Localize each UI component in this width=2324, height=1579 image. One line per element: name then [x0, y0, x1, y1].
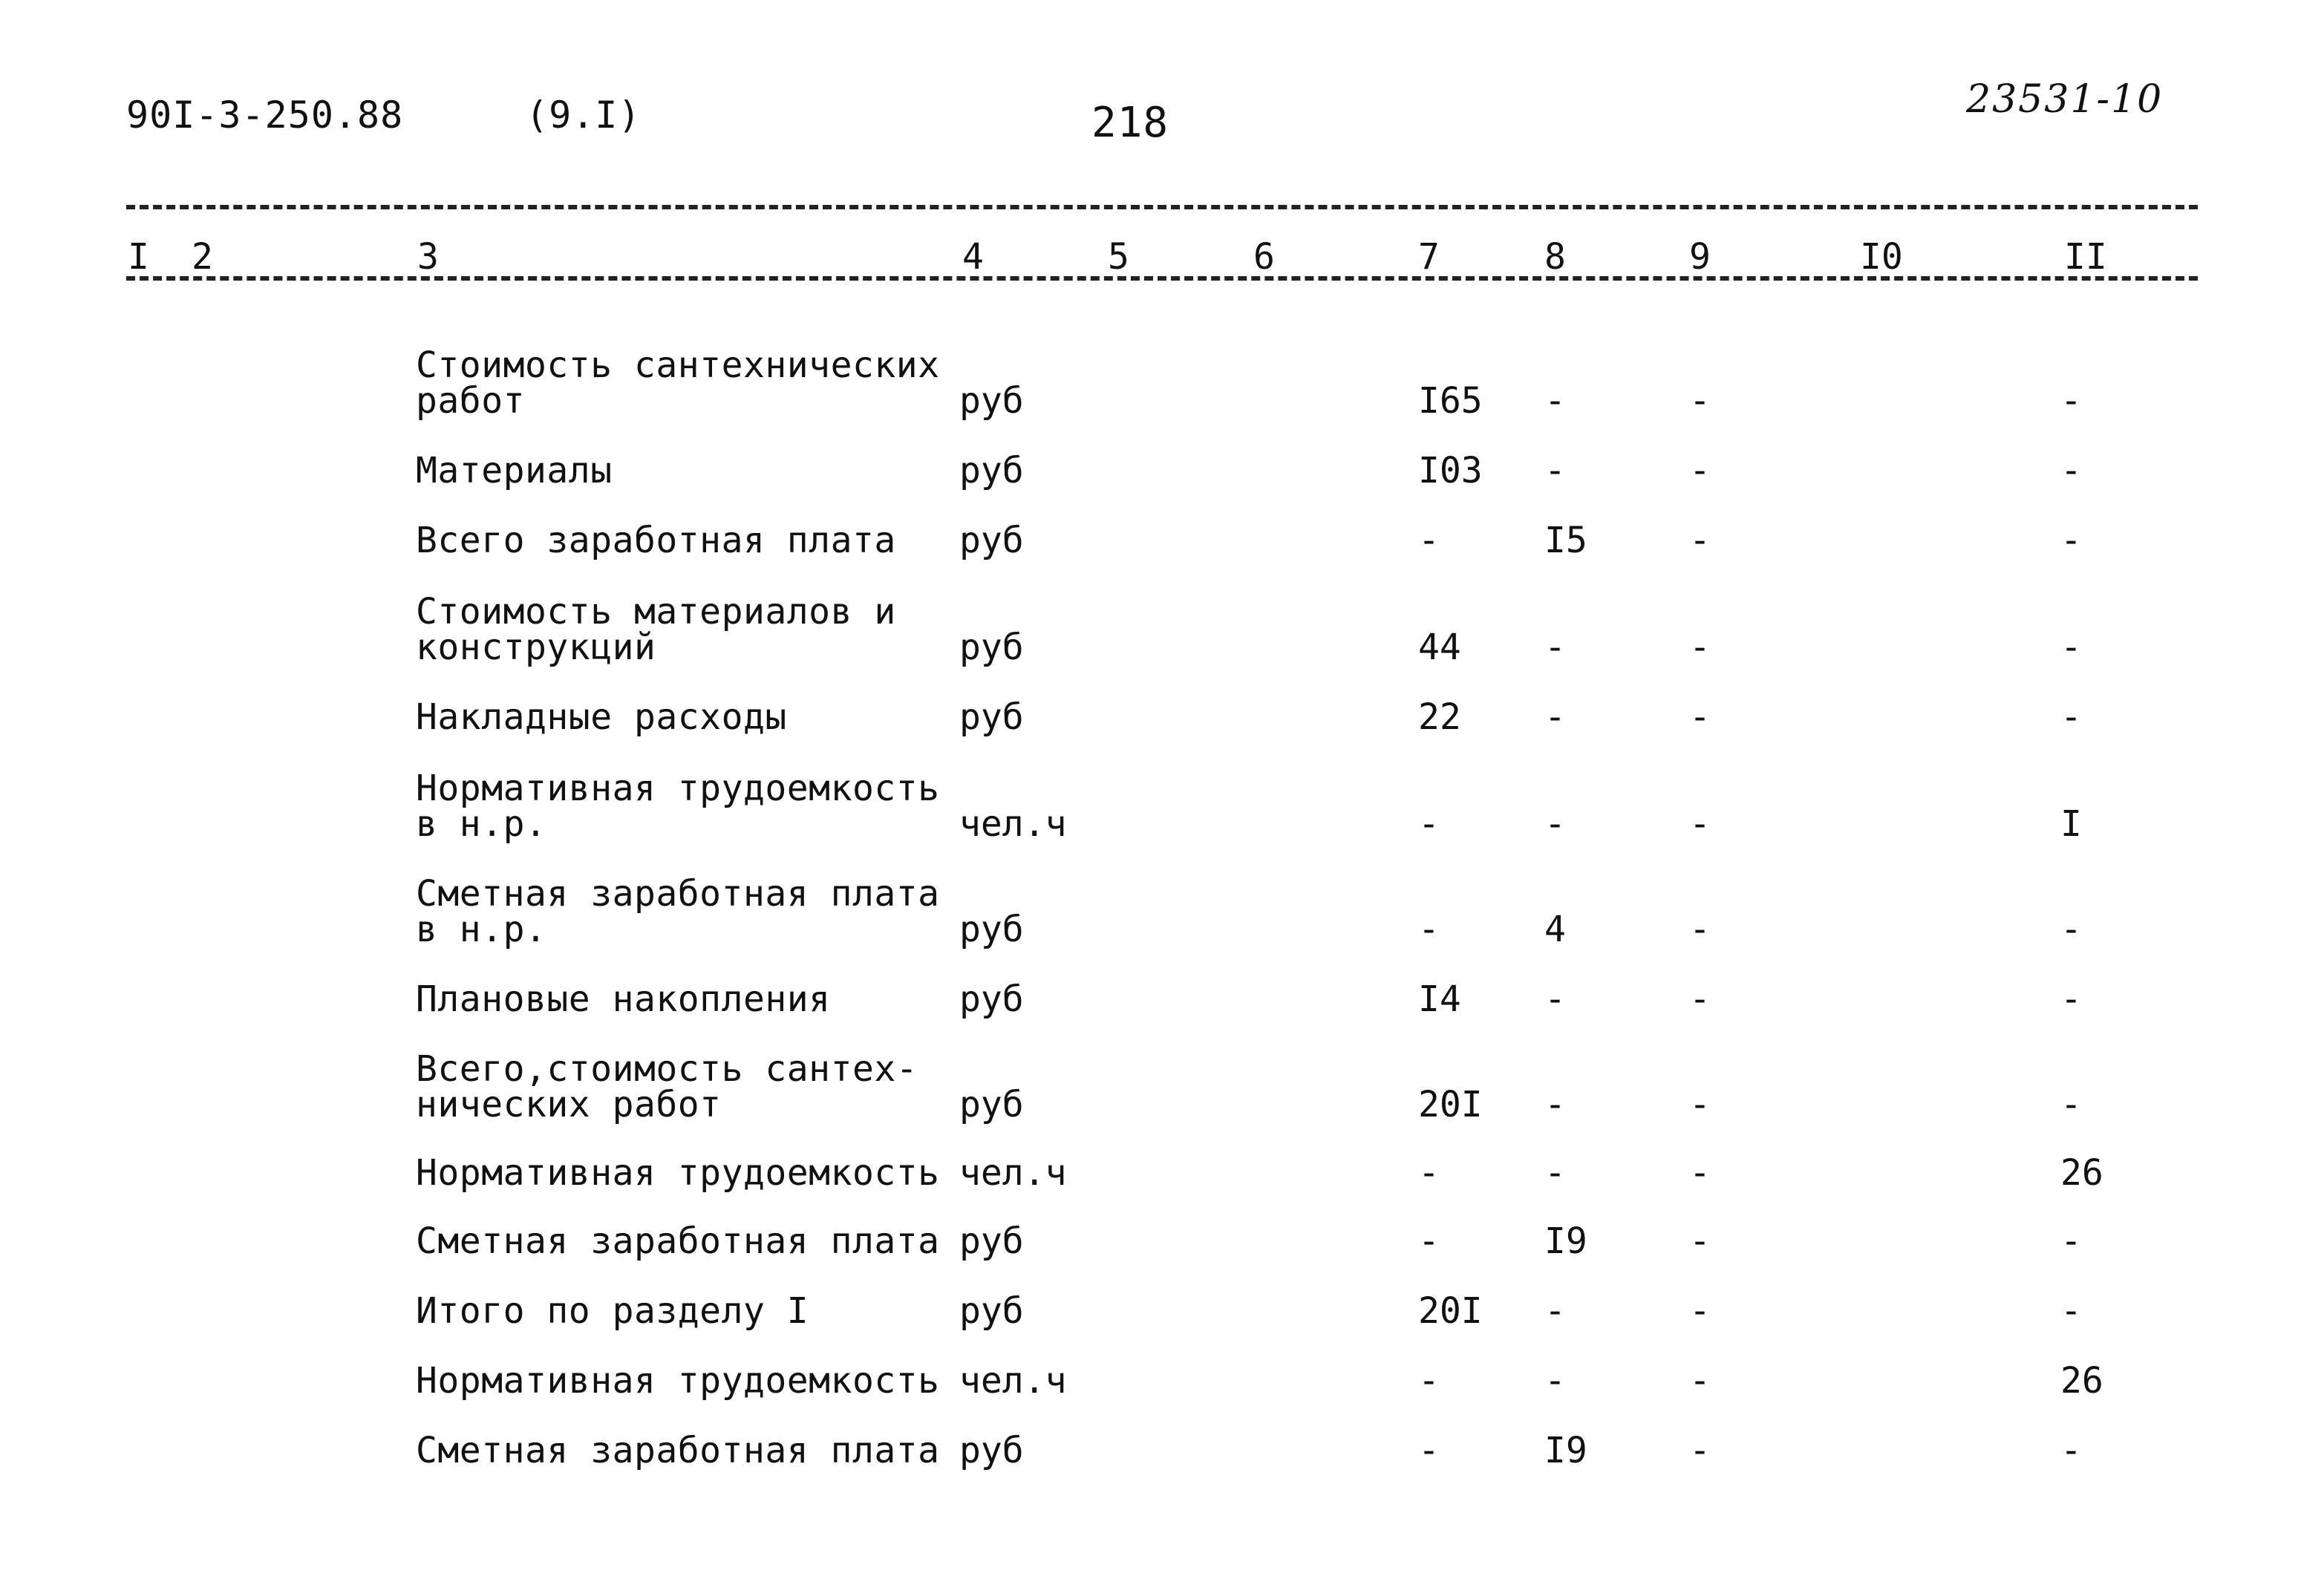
col7-value: - — [1418, 1430, 1440, 1471]
row-label: Материалы — [416, 450, 613, 491]
col9-value: - — [1689, 520, 1711, 561]
column-number: 9 — [1689, 236, 1711, 278]
row-label: Сметная заработная плата — [416, 1220, 940, 1262]
col9-value: - — [1689, 627, 1711, 668]
row-label: Всего заработная плата — [416, 520, 896, 561]
col11-value: I — [2060, 803, 2082, 845]
column-number: I0 — [1860, 236, 1903, 278]
col7-value: 44 — [1418, 627, 1461, 668]
col9-value: - — [1689, 909, 1711, 950]
col7-value: I4 — [1418, 978, 1461, 1020]
col9-value: - — [1689, 450, 1711, 491]
row-label: Итого по разделу I — [416, 1290, 809, 1332]
col7-value: 20I — [1418, 1084, 1483, 1125]
col7-value: I65 — [1418, 380, 1483, 422]
row-unit: чел.ч — [959, 803, 1067, 845]
col7-value: - — [1418, 803, 1440, 845]
column-header-underline — [126, 276, 2198, 281]
col8-value: - — [1544, 627, 1566, 668]
col7-value: - — [1418, 520, 1440, 561]
col11-value: - — [2060, 909, 2082, 950]
col7-value: - — [1418, 1220, 1440, 1262]
row-unit: руб — [959, 520, 1024, 561]
document-code: 90I-3-250.88 — [126, 94, 404, 137]
col11-value: - — [2060, 1220, 2082, 1262]
col9-value: - — [1689, 1290, 1711, 1332]
col8-value: - — [1544, 450, 1566, 491]
column-number: 2 — [192, 236, 213, 278]
page-number: 218 — [1091, 99, 1169, 147]
col7-value: - — [1418, 909, 1440, 950]
col11-value: - — [2060, 627, 2082, 668]
row-label: Сметная заработная плата в н.р. — [416, 873, 940, 950]
col8-value: - — [1544, 1360, 1566, 1402]
col8-value: I5 — [1544, 520, 1587, 561]
col11-value: 26 — [2060, 1152, 2103, 1194]
row-unit: руб — [959, 1430, 1024, 1471]
column-number: I — [128, 236, 149, 278]
column-number: 7 — [1418, 236, 1440, 278]
col11-value: - — [2060, 978, 2082, 1020]
col8-value: - — [1544, 1084, 1566, 1125]
col11-value: - — [2060, 1430, 2082, 1471]
column-number: II — [2064, 236, 2107, 278]
col9-value: - — [1689, 1360, 1711, 1402]
col11-value: - — [2060, 380, 2082, 422]
row-unit: руб — [959, 627, 1024, 668]
col11-value: 26 — [2060, 1360, 2103, 1402]
col8-value: - — [1544, 803, 1566, 845]
row-unit: руб — [959, 380, 1024, 422]
row-label: Нормативная трудоемкость — [416, 1360, 940, 1402]
row-label: Нормативная трудоемкость в н.р. — [416, 768, 940, 845]
col8-value: - — [1544, 696, 1566, 738]
col9-value: - — [1689, 696, 1711, 738]
row-label: Накладные расходы — [416, 696, 787, 738]
row-unit: руб — [959, 696, 1024, 738]
col8-value: I9 — [1544, 1220, 1587, 1262]
row-label: Нормативная трудоемкость — [416, 1152, 940, 1194]
column-number: 6 — [1253, 236, 1275, 278]
col8-value: - — [1544, 978, 1566, 1020]
col9-value: - — [1689, 1220, 1711, 1262]
row-label: Плановые накопления — [416, 978, 831, 1020]
col8-value: - — [1544, 1152, 1566, 1194]
row-label: Всего,стоимость сантех- нических работ — [416, 1048, 918, 1125]
row-unit: руб — [959, 450, 1024, 491]
row-label: Стоимость материалов и конструкций — [416, 591, 896, 668]
col8-value: - — [1544, 380, 1566, 422]
header-divider — [126, 205, 2198, 209]
col9-value: - — [1689, 803, 1711, 845]
col7-value: 22 — [1418, 696, 1461, 738]
col9-value: - — [1689, 380, 1711, 422]
col8-value: I9 — [1544, 1430, 1587, 1471]
row-unit: чел.ч — [959, 1360, 1067, 1402]
column-number: 4 — [962, 236, 984, 278]
col11-value: - — [2060, 450, 2082, 491]
row-unit: чел.ч — [959, 1152, 1067, 1194]
row-unit: руб — [959, 1290, 1024, 1332]
col7-value: - — [1418, 1360, 1440, 1402]
handwritten-reference-number: 23531-10 — [1966, 77, 2164, 122]
col11-value: - — [2060, 696, 2082, 738]
col7-value: - — [1418, 1152, 1440, 1194]
col11-value: - — [2060, 1290, 2082, 1332]
col9-value: - — [1689, 1152, 1711, 1194]
row-unit: руб — [959, 1084, 1024, 1125]
col9-value: - — [1689, 1430, 1711, 1471]
col11-value: - — [2060, 1084, 2082, 1125]
row-unit: руб — [959, 909, 1024, 950]
column-number: 3 — [417, 236, 439, 278]
col7-value: 20I — [1418, 1290, 1483, 1332]
col8-value: - — [1544, 1290, 1566, 1332]
row-unit: руб — [959, 978, 1024, 1020]
row-label: Сметная заработная плата — [416, 1430, 940, 1471]
column-number: 5 — [1108, 236, 1129, 278]
col7-value: I03 — [1418, 450, 1483, 491]
col9-value: - — [1689, 1084, 1711, 1125]
row-unit: руб — [959, 1220, 1024, 1262]
col8-value: 4 — [1544, 909, 1566, 950]
row-label: Стоимость сантехнических работ — [416, 344, 940, 422]
col11-value: - — [2060, 520, 2082, 561]
section-code: (9.I) — [526, 94, 642, 137]
col9-value: - — [1689, 978, 1711, 1020]
column-number: 8 — [1544, 236, 1566, 278]
